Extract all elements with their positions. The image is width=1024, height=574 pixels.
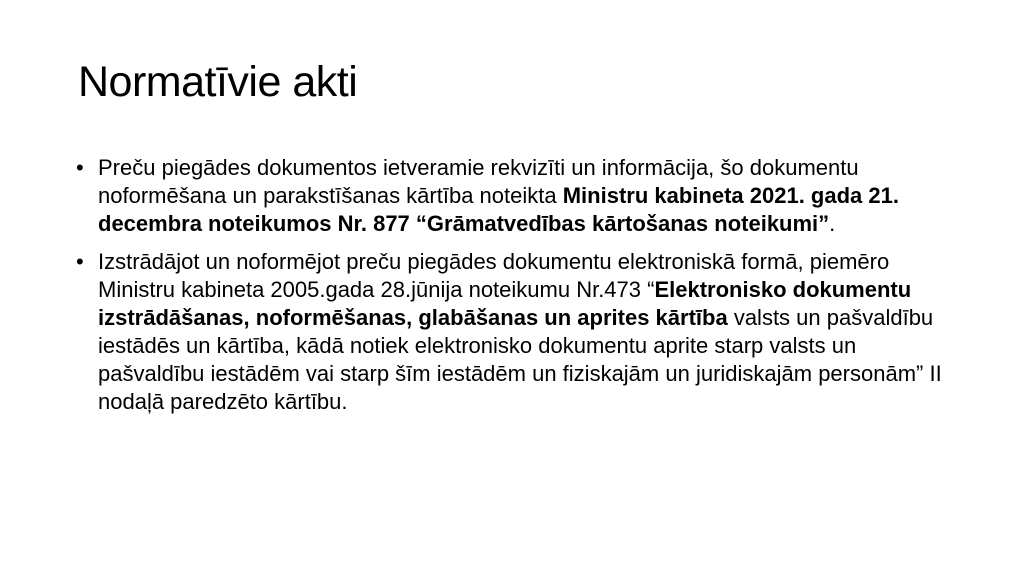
- bullet-text: Preču piegādes dokumentos ietveramie rekvizīti un informācija, šo dokumentu noformēšana un parakstīšanas kārtība noteikta: [98, 155, 859, 208]
- bullet-bold-text: Elektronisko dokumentu izstrādāšanas, noformēšanas, glabāšanas un aprites kārtība: [98, 277, 912, 330]
- bullet-text: Izstrādājot un noformējot preču piegādes dokumentu elektroniskā formā, piemēro Ministru kabineta 2005.gada 28.jūnija noteikumu Nr.473 “: [98, 249, 890, 302]
- bullet-dot-icon: •: [76, 155, 84, 180]
- bullet-bold-text: Ministru kabineta 2021. gada 21. decembra noteikumos Nr. 877 “Grāmatvedības kārtošanas noteikumi”: [98, 183, 899, 236]
- bullet-item: [72, 154, 952, 238]
- bullet-list: [72, 154, 952, 426]
- slide-title: Normatīvie akti: [78, 58, 358, 106]
- bullet-dot-icon: •: [76, 249, 84, 274]
- bullet-text: .: [829, 211, 836, 236]
- bullet-text: valsts un pašvaldību iestādēs un kārtība, kādā notiek elektronisko dokumentu aprite starp valsts un pašvaldību iestādēm vai starp šīm iestādēm un fiziskajām un juridiskajām personām” II nodaļā paredzēto kārtību.: [98, 305, 942, 414]
- bullet-item: [72, 248, 952, 416]
